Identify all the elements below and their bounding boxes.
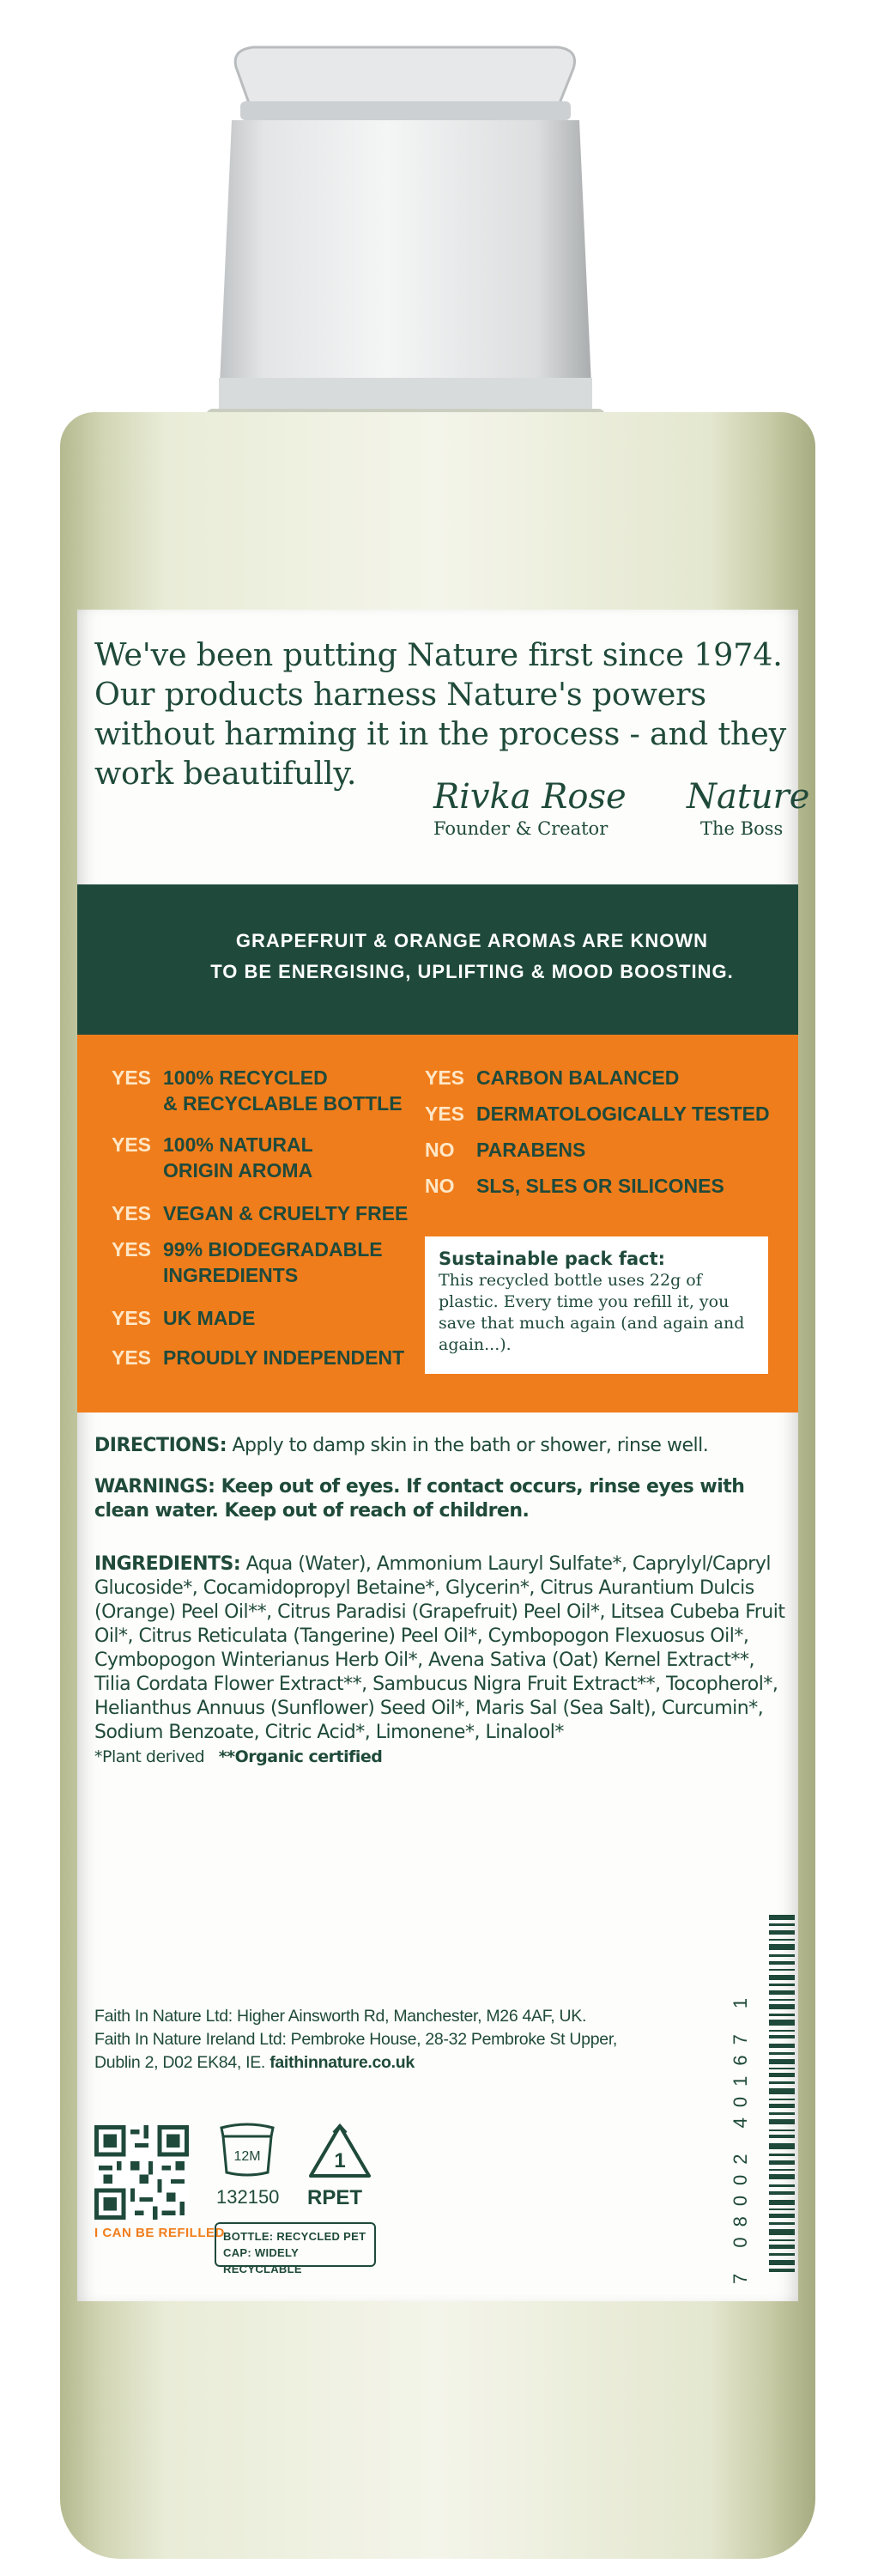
ingredients: INGREDIENTS: Aqua (Water), Ammonium Lauryl Sulfate*, Caprylyl/Capryl Glucoside*, Cocamidopropyl Betaine*, Glycerin*, Citrus Aurantium Dulcis (Orange) Peel Oil**, Citrus Paradisi (Grapefruit) Peel Oil*, Litsea Cubeba Fruit Oil*, Citrus Reticulata (Tangerine) Peel Oil*, Cymbopogon Flexuosus Oil*, Cymbopogon Winterianus Herb Oil*, Avena Sativa (Oat) Kernel Extract**, Tilia Cordata Flower Extract**, Sambucus Nigra Fruit Extract**, Tocopherol*, Helianthus Annuus (Sunflower) Seed Oil*, Maris Sal (Sea Salt), Curcumin*, Sodium Benzoate, Citric Acid*, Limonene*, Linalool* *Plant derived **Organic certified — [94, 1553, 785, 1766]
founder-name: Rivka Rose — [433, 777, 627, 817]
boss-name: Nature — [687, 777, 810, 817]
pack-fact-title: Sustainable pack fact: — [439, 1249, 666, 1269]
claim-item: YES DERMATOLOGICALLY TESTED — [425, 1103, 770, 1125]
claim-item: YES UK MADE — [112, 1307, 256, 1329]
footnote-plant: *Plant derived — [94, 1747, 205, 1766]
pack-fact-body: This recycled bottle uses 22g of plastic. Every time you refill it, you save that much again (and again and again...). — [439, 1271, 745, 1354]
story-line: work beautifully. — [94, 755, 357, 792]
qr-code-icon — [94, 2125, 189, 2220]
recycling-number: 1 — [334, 2149, 346, 2172]
claim-item: YES CARBON BALANCED — [425, 1066, 680, 1089]
period-after-opening-icon — [213, 2121, 282, 2181]
claim-item: YES 100% NATURAL ORIGIN AROMA — [112, 1133, 313, 1182]
boss-signature — [687, 777, 809, 839]
claim-item: YES 100% RECYCLED & RECYCLABLE BOTTLE — [112, 1066, 403, 1115]
aroma-band — [77, 884, 798, 1035]
website-link: faithinnature.co.uk — [269, 2053, 415, 2072]
claim-item: NO SLS, SLES OR SILICONES — [425, 1175, 724, 1197]
founder-role: Founder & Creator — [433, 818, 609, 839]
directions: DIRECTIONS: Apply to damp skin in the bath or shower, rinse well. — [94, 1435, 709, 1456]
footnote-organic: **Organic certified — [218, 1747, 383, 1766]
claim-item: NO PARABENS — [425, 1139, 586, 1161]
aroma-statement: GRAPEFRUIT & ORANGE AROMAS ARE KNOWN TO BE ENERGISING, UPLIFTING & MOOD BOOSTING. — [210, 930, 734, 982]
pao-period: 12M — [233, 2149, 261, 2164]
boss-role: The Boss — [700, 818, 784, 839]
recycling-triangle-icon — [306, 2121, 374, 2181]
rpet-label: RPET — [307, 2186, 363, 2209]
recycling-info-box: BOTTLE: RECYCLED PET CAP: WIDELY RECYCLABLE — [215, 2222, 376, 2267]
founder-signature — [433, 777, 627, 839]
claim-item: YES 99% BIODEGRADABLE INGREDIENTS — [112, 1238, 383, 1286]
flip-cap — [77, 0, 730, 464]
story-line: without harming it in the process - and they — [94, 715, 787, 752]
story-line: We've been putting Nature first since 1974. — [94, 636, 783, 673]
sustainable-pack-fact — [425, 1236, 768, 1374]
company-address: Faith In Nature Ltd: Higher Ainsworth Rd, Manchester, M26 4AF, UK. Faith In Nature Ireland Ltd: Pembroke House, 28-32 Pembroke St Upper, Dublin 2, D02 EK84, IE. faithinnature.co.uk — [94, 2007, 618, 2072]
pao-code: 132150 — [216, 2186, 280, 2208]
barcode-number: 7 08002 40167 1 — [730, 1987, 751, 2284]
warnings: WARNINGS: Keep out of eyes. If contact occurs, rinse eyes with clean water. Keep out of reach of children. — [94, 1476, 745, 1522]
story-line: Our products harness Nature's powers — [94, 676, 706, 713]
claim-item: YES PROUDLY INDEPENDENT — [112, 1346, 405, 1369]
brand-story — [94, 635, 798, 793]
refill-text: I CAN BE REFILLED — [94, 2226, 225, 2240]
claim-item: YES VEGAN & CRUELTY FREE — [112, 1202, 409, 1224]
